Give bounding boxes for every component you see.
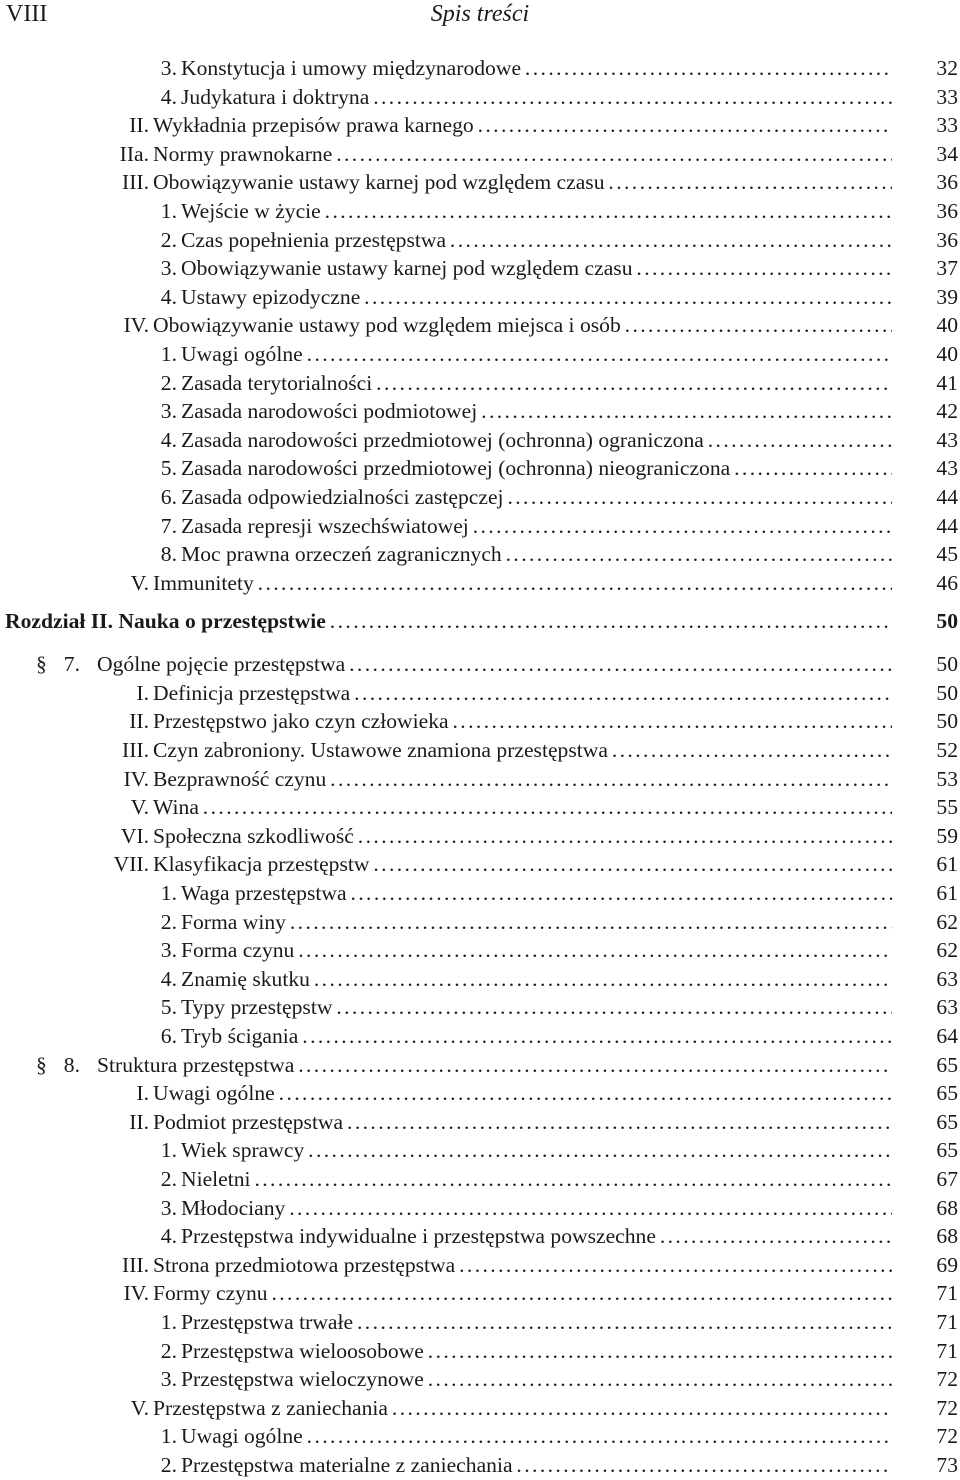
- toc-page-number: 59: [936, 823, 958, 848]
- toc-page-number: 65: [936, 1138, 958, 1163]
- toc-entry-number: 2.: [160, 1166, 177, 1191]
- toc-entry-title: Tryb ścigania . . .: [181, 1022, 892, 1051]
- toc-entry-number: IV.: [123, 766, 149, 791]
- toc-page-number: 69: [936, 1252, 958, 1277]
- toc-entry[interactable]: [0, 1108, 960, 1137]
- section-symbol: §: [36, 1052, 47, 1077]
- toc-entry-title: Definicja przestępstwa . . .: [153, 679, 892, 708]
- toc-entry-title: Młodociany . . .: [181, 1194, 892, 1223]
- toc-page-number: 50: [936, 652, 958, 677]
- toc-entry-number: II.: [129, 113, 149, 138]
- toc-entry[interactable]: [0, 1165, 960, 1194]
- toc-entry-number: 2.: [160, 909, 177, 934]
- toc-entry[interactable]: [0, 197, 960, 226]
- toc-entry-number: 5.: [160, 456, 177, 481]
- toc-entry[interactable]: [0, 1022, 960, 1051]
- page-number: VIII: [6, 1, 48, 27]
- toc-entry-title: Przestępstwa wieloosobowe . . .: [181, 1337, 892, 1366]
- toc-entry-title: Forma winy . . .: [181, 908, 892, 937]
- toc-entry[interactable]: [0, 879, 960, 908]
- toc-entry-number: V.: [130, 570, 149, 595]
- toc-entry-title: Przestępstwo jako czyn człowieka . . .: [153, 707, 892, 736]
- toc-entry-title: Wina . . .: [153, 793, 892, 822]
- toc-entry[interactable]: [0, 793, 960, 822]
- toc-entry-title: Zasada odpowiedzialności zastępczej . . .: [181, 483, 892, 512]
- toc-page-number: 65: [936, 1052, 958, 1077]
- toc-entry-title: Judykatura i doktryna . . .: [181, 83, 892, 112]
- toc-entry-title: Wykładnia przepisów prawa karnego . . .: [153, 111, 892, 140]
- toc-page-number: 34: [936, 141, 958, 166]
- toc-entry-number: 1.: [160, 198, 177, 223]
- toc-page-number: 44: [936, 513, 958, 538]
- toc-entry-number: 4.: [160, 1224, 177, 1249]
- toc-entry-title: Zasada represji wszechświatowej . . .: [181, 512, 892, 541]
- toc-entry-title: Strona przedmiotowa przestępstwa . . .: [153, 1251, 892, 1280]
- toc-page-number: 32: [936, 56, 958, 80]
- toc-entry-number: 1.: [160, 1424, 177, 1449]
- toc-entry-number: 3.: [160, 938, 177, 963]
- toc-entry-number: 4.: [160, 966, 177, 991]
- toc-page-number: 72: [936, 1395, 958, 1420]
- toc-entry-title: Immunitety . . .: [153, 569, 892, 598]
- page-header: [0, 0, 960, 30]
- toc-page-number: 71: [936, 1281, 958, 1306]
- toc-entry-number: V.: [130, 1395, 149, 1420]
- toc-page-number: 36: [936, 198, 958, 223]
- toc-entry[interactable]: [0, 426, 960, 455]
- toc-entry[interactable]: [0, 569, 960, 598]
- toc-page-number: 45: [936, 542, 958, 567]
- toc-entry-title: Przestępstwa indywidualne i przestępstwa powszechne . . .: [181, 1222, 892, 1251]
- toc-entry[interactable]: [0, 226, 960, 255]
- toc-page-number: 63: [936, 966, 958, 991]
- toc-entry-title: Zasada narodowości przedmiotowej (ochronna) nieograniczona . . .: [181, 454, 892, 483]
- toc-page-number: 44: [936, 484, 958, 509]
- toc-entry[interactable]: [0, 822, 960, 851]
- toc-entry-number: III.: [122, 1252, 149, 1277]
- toc-entry-number: 1.: [160, 341, 177, 366]
- toc-page-number: 72: [936, 1367, 958, 1392]
- toc-entry-number: VI.: [120, 823, 149, 848]
- toc-entry[interactable]: [0, 483, 960, 512]
- toc-entry-number: VII.: [113, 852, 149, 877]
- toc-entry-title: Przestępstwa wieloczynowe . . .: [181, 1365, 892, 1394]
- toc-entry[interactable]: [0, 1222, 960, 1251]
- toc-entry-number: 1.: [160, 1309, 177, 1334]
- toc-entry[interactable]: [0, 679, 960, 708]
- toc-entry-title: Wiek sprawcy . . .: [181, 1136, 892, 1165]
- toc-page-number: 68: [936, 1224, 958, 1249]
- toc-entry[interactable]: [0, 111, 960, 140]
- toc-entry[interactable]: [0, 1451, 960, 1480]
- toc-entry-number: 6.: [160, 1024, 177, 1048]
- toc-entry[interactable]: [0, 283, 960, 312]
- toc-page-number: 52: [936, 738, 958, 763]
- toc-entry[interactable]: [0, 540, 960, 569]
- toc-entry-title: Znamię skutku . . .: [181, 965, 892, 994]
- toc-entry-title: Struktura przestępstwa . . .: [97, 1051, 892, 1080]
- toc-entry-number: 3.: [160, 399, 177, 424]
- toc-entry-number: 3.: [160, 56, 177, 80]
- toc-entry-number: IV.: [123, 1281, 149, 1306]
- toc-page-number: 40: [936, 341, 958, 366]
- toc-entry-title: Czas popełnienia przestępstwa . . .: [181, 226, 892, 255]
- toc-chapter-entry[interactable]: [0, 599, 960, 644]
- toc-entry[interactable]: [0, 1337, 960, 1366]
- toc-entry-title: Zasada terytorialności . . .: [181, 369, 892, 398]
- toc-entry-number: 2.: [160, 1338, 177, 1363]
- toc-page-number: 40: [936, 313, 958, 338]
- toc-entry[interactable]: [0, 965, 960, 994]
- toc-entry[interactable]: [0, 1079, 960, 1108]
- toc-page-number: 33: [936, 84, 958, 109]
- toc-entry[interactable]: [0, 650, 960, 679]
- toc-entry[interactable]: [0, 765, 960, 794]
- toc-entry-title: Ustawy epizodyczne . . .: [181, 283, 892, 312]
- toc-page-number: 62: [936, 938, 958, 963]
- toc-entry-title: Czyn zabroniony. Ustawowe znamiona przestępstwa . . .: [153, 736, 892, 765]
- toc-entry[interactable]: [0, 993, 960, 1022]
- toc-entry-number: III.: [122, 738, 149, 763]
- toc-entry-number: 2.: [160, 1452, 177, 1477]
- toc-entry[interactable]: [0, 936, 960, 965]
- toc-entry[interactable]: [0, 1051, 960, 1080]
- toc-page-number: 63: [936, 995, 958, 1020]
- toc-entry-title: Uwagi ogólne . . .: [181, 1422, 892, 1451]
- toc-page-number: 36: [936, 170, 958, 195]
- toc-entry-title: Zasada narodowości podmiotowej . . .: [181, 397, 892, 426]
- toc-entry-title: Obowiązywanie ustawy pod względem miejsca i osób . . .: [153, 311, 892, 340]
- toc-entry[interactable]: [0, 707, 960, 736]
- toc-page-number: 43: [936, 427, 958, 452]
- toc-entry-number: I.: [136, 1081, 149, 1106]
- toc-entry-title: Uwagi ogólne . . .: [181, 340, 892, 369]
- toc-entry-number: 5.: [160, 995, 177, 1020]
- toc-entry-title: Obowiązywanie ustawy karnej pod względem czasu . . .: [181, 254, 892, 283]
- toc-entry[interactable]: [0, 1136, 960, 1165]
- toc-entry-number: II.: [129, 1109, 149, 1134]
- toc-entry-title: Społeczna szkodliwość . . .: [153, 822, 892, 851]
- toc-entry-number: 6.: [160, 484, 177, 509]
- toc-entry-title: Przestępstwa materialne z zaniechania . . .: [181, 1451, 892, 1480]
- table-of-contents: [0, 54, 960, 1480]
- section-symbol: §: [36, 652, 47, 677]
- toc-entry-number: II.: [129, 709, 149, 734]
- toc-entry[interactable]: [0, 1394, 960, 1423]
- toc-entry-number: 8.: [160, 542, 177, 567]
- toc-page-number: 43: [936, 456, 958, 481]
- toc-page-number: 62: [936, 909, 958, 934]
- toc-entry[interactable]: [0, 369, 960, 398]
- toc-page-number: 72: [936, 1424, 958, 1449]
- toc-entry[interactable]: [0, 83, 960, 112]
- toc-entry-number: 2.: [160, 227, 177, 252]
- toc-entry[interactable]: [0, 1422, 960, 1451]
- toc-entry-title: Bezprawność czynu . . .: [153, 765, 892, 794]
- toc-entry-number: 4.: [160, 427, 177, 452]
- toc-entry-number: 1.: [160, 1138, 177, 1163]
- toc-entry-title: Rozdział II. Nauka o przestępstwie . . .: [5, 599, 892, 644]
- toc-page-number: 65: [936, 1081, 958, 1106]
- toc-entry-title: Typy przestępstw . . .: [181, 993, 892, 1022]
- toc-entry-title: Normy prawnokarne . . .: [153, 140, 892, 169]
- toc-page-number: 41: [936, 370, 958, 395]
- toc-page-number: 67: [936, 1166, 958, 1191]
- toc-page-number: 39: [936, 284, 958, 309]
- toc-entry-title: Formy czynu . . .: [153, 1279, 892, 1308]
- toc-entry-title: Waga przestępstwa . . .: [181, 879, 892, 908]
- toc-entry[interactable]: [0, 736, 960, 765]
- toc-entry-number: 3.: [160, 1367, 177, 1392]
- toc-entry[interactable]: [0, 1194, 960, 1223]
- toc-entry-title: Zasada narodowości przedmiotowej (ochronna) ograniczona . . .: [181, 426, 892, 455]
- toc-entry[interactable]: [0, 1308, 960, 1337]
- toc-page-number: 71: [936, 1309, 958, 1334]
- toc-entry[interactable]: [0, 512, 960, 541]
- toc-entry-title: Przestępstwa trwałe . . .: [181, 1308, 892, 1337]
- toc-entry-number: 7.: [160, 513, 177, 538]
- toc-page-number: 73: [936, 1452, 958, 1477]
- toc-entry-number: I.: [136, 680, 149, 705]
- toc-entry-number: 1.: [160, 881, 177, 906]
- toc-page-number: 33: [936, 113, 958, 138]
- toc-page-number: 61: [936, 852, 958, 877]
- toc-page-number: 71: [936, 1338, 958, 1363]
- toc-entry[interactable]: [0, 311, 960, 340]
- toc-page-number: 50: [936, 609, 958, 634]
- toc-entry-title: Klasyfikacja przestępstw . . .: [153, 850, 892, 879]
- toc-entry[interactable]: [0, 850, 960, 879]
- toc-entry-number: IV.: [123, 313, 149, 338]
- toc-entry-number: 4.: [160, 284, 177, 309]
- toc-entry-number: III.: [122, 170, 149, 195]
- toc-entry[interactable]: [0, 397, 960, 426]
- toc-page-number: 46: [936, 570, 958, 595]
- toc-page-number: 36: [936, 227, 958, 252]
- toc-entry[interactable]: [0, 340, 960, 369]
- toc-entry[interactable]: [0, 168, 960, 197]
- toc-page-number: 68: [936, 1195, 958, 1220]
- running-title: Spis treści: [430, 1, 530, 27]
- toc-entry-number: 8.: [63, 1052, 80, 1077]
- toc-entry[interactable]: [0, 1279, 960, 1308]
- toc-entry-number: 3.: [160, 256, 177, 281]
- toc-page-number: 37: [936, 256, 958, 281]
- toc-entry-number: 7.: [63, 652, 80, 677]
- toc-entry-title: Ogólne pojęcie przestępstwa . . .: [97, 650, 892, 679]
- toc-entry[interactable]: [0, 54, 960, 83]
- toc-page-number: 61: [936, 881, 958, 906]
- toc-entry[interactable]: [0, 254, 960, 283]
- toc-page-number: 50: [936, 680, 958, 705]
- toc-entry[interactable]: [0, 140, 960, 169]
- toc-entry-title: Podmiot przestępstwa . . .: [153, 1108, 892, 1137]
- toc-page-number: 50: [936, 709, 958, 734]
- toc-entry-title: Moc prawna orzeczeń zagranicznych . . .: [181, 540, 892, 569]
- toc-page-number: 64: [936, 1024, 958, 1048]
- toc-entry[interactable]: [0, 908, 960, 937]
- toc-entry-title: Nieletni . . .: [181, 1165, 892, 1194]
- toc-page-number: 42: [936, 399, 958, 424]
- toc-entry-number: 2.: [160, 370, 177, 395]
- toc-page-number: 53: [936, 766, 958, 791]
- toc-page-number: 65: [936, 1109, 958, 1134]
- toc-entry-title: Przestępstwa z zaniechania . . .: [153, 1394, 892, 1423]
- toc-entry-number: V.: [130, 795, 149, 820]
- toc-entry-title: Obowiązywanie ustawy karnej pod względem czasu . . .: [153, 168, 892, 197]
- toc-entry-title: Wejście w życie . . .: [181, 197, 892, 226]
- toc-entry-title: Forma czynu . . .: [181, 936, 892, 965]
- toc-entry[interactable]: [0, 1365, 960, 1394]
- toc-page-number: 55: [936, 795, 958, 820]
- toc-entry-number: 4.: [160, 84, 177, 109]
- toc-entry-title: Uwagi ogólne . . .: [153, 1079, 892, 1108]
- toc-entry[interactable]: [0, 1251, 960, 1280]
- toc-entry-title: Konstytucja i umowy międzynarodowe . . .: [181, 54, 892, 83]
- toc-entry[interactable]: [0, 454, 960, 483]
- toc-entry-number: 3.: [160, 1195, 177, 1220]
- toc-entry-number: IIa.: [119, 141, 149, 166]
